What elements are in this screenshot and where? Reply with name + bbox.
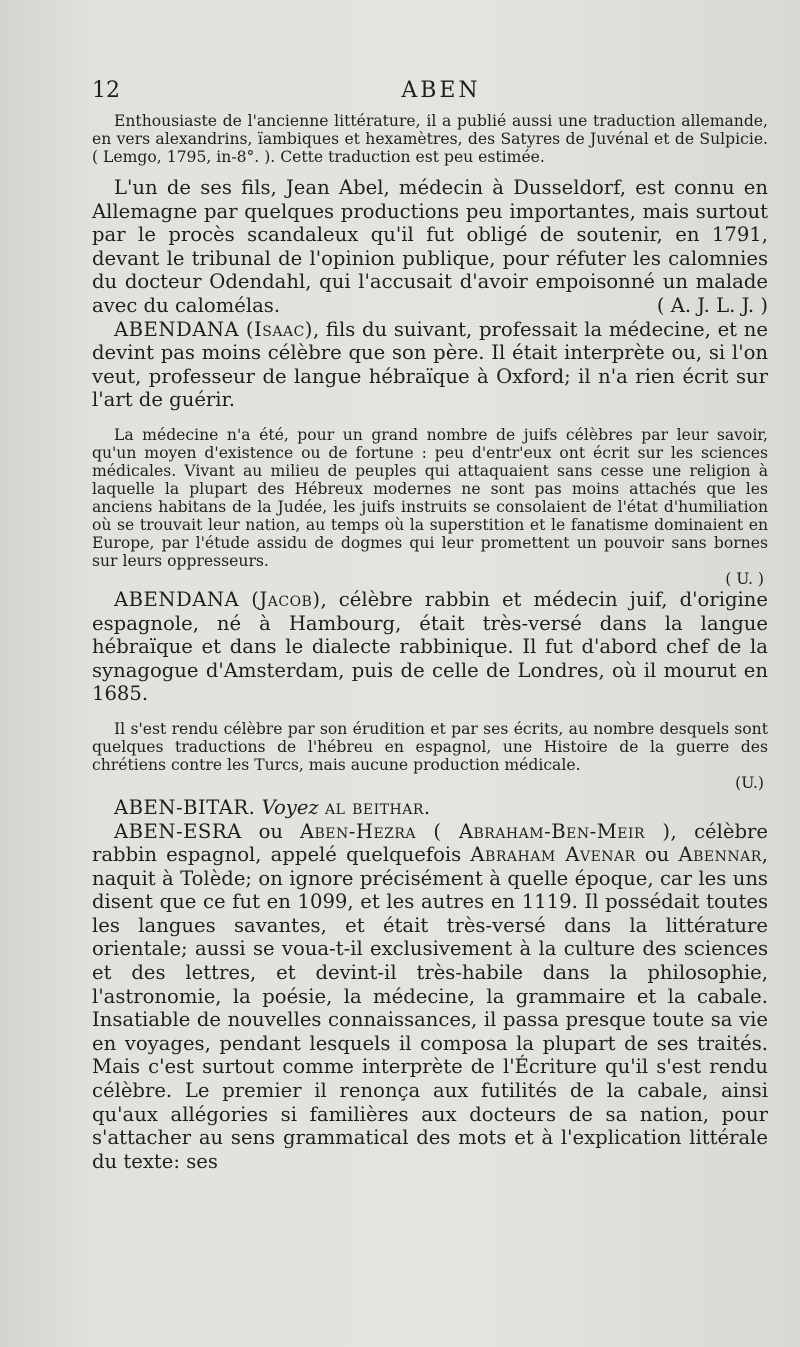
page-header	[92, 78, 770, 108]
entry-text: , naquit à Tolède; on ignore précisément à quelle époque, car les uns disent que ce fut en 1099, et les autres en 1119. Il possédait toutes les langues savantes, et était très-versé dans la littérature orientale; aussi se voua-t-il exclusivement à la culture des sciences et des lettres, et devint-il très-habile dans la philosophie, l'astronomie, la poésie, la médecine, la grammaire et la cabale. Insatiable de nouvelles connaissances, il passa presque toute sa vie en voyages, pendant lesquels il composa la plupart de ses traités. Mais c'est surtout comme interprète de l'Écriture qu'il s'est rendu célèbre. Le premier il renonça aux futilités de la cabale, ainsi qu'aux allégories si familières aux docteurs de sa nation, pour s'attacher au sens grammatical des mots et à l'explication littérale du texte: ses	[92, 843, 769, 1173]
entry-alt-names: Aben-Hezra ( Abraham-Ben-Meir ),	[299, 819, 678, 843]
author-signature: ( U. )	[725, 569, 764, 588]
entry-headword: ABENDANA	[114, 317, 240, 341]
running-head: ABEN	[401, 78, 481, 103]
entry-text: célèbre rabbin espagnol, appelé quelquefois	[92, 819, 769, 867]
paragraph-text: L'un de ses fils, Jean Abel, médecin à Dusseldorf, est connu en Allemagne par quelques productions peu importantes, mais surtout par le procès scandaleux qu'il fut obligé de soutenir, en 1791, devant le tribunal de l'opinion publique, pour réfuter les calomnies du docteur Odendahl, qui l'accusait d'avoir empoisonné un malade avec du calomélas.	[92, 176, 768, 317]
note-paragraph: Enthousiaste de l'ancienne littérature, il a publié aussi une traduction allemande, en vers alexandrins, ïambiques et hexamètres, des Satyres de Juvénal et de Sulpicie. ( Lemgo, 1795, in-8°. ). Cette traduction est peu estimée.	[92, 112, 768, 166]
body-paragraph	[92, 176, 768, 318]
entry-alias: Abennar	[678, 843, 762, 867]
entry-connector: ou	[241, 819, 300, 843]
entry-aben-bitar	[92, 796, 768, 820]
note-paragraph: La médecine n'a été, pour un grand nombre de juifs célèbres par leur savoir, qu'un moyen d'existence ou de fortune : peu d'entr'eux ont écrit sur les sciences médicales. Vivant au milieu de peuples qui attaquaient sans cesse une religion à laquelle la plupart des Hébreux modernes ne sont pas moins attachés que les anciens habitans de la Judée, les juifs instruits se consolaient de l'état d'humiliation où se trouvait leur nation, au temps où la superstition et le fanatisme dominaient en Europe, par l'étude assidu de dogmes qui leur promettent un pouvoir sans bornes sur leurs oppresseurs.	[92, 425, 768, 570]
entry-text: , célèbre rabbin et médecin juif, d'origine espagnole, né à Hambourg, était très-versé dans la langue hébraïque et dans le dialecte rabbinique. Il fut d'abord chef de la synagogue d'Amsterdam, puis de celle de Londres, où il mourut en 1685.	[92, 587, 768, 706]
page-number: 12	[92, 78, 120, 103]
entry-abendana-isaac	[92, 318, 768, 412]
entry-aben-esra	[92, 820, 768, 1174]
entry-text: , fils du suivant, professait la médecine, et ne devint pas moins célèbre que son père. Il était interprète ou, si l'on veut, professeur de langue hébraïque à Oxford; il n'a rien écrit sur l'art de guérir.	[92, 317, 768, 412]
page-body	[92, 112, 768, 1173]
entry-headword: ABEN-ESRA	[114, 819, 242, 843]
cross-reference-label: Voyez	[261, 795, 319, 819]
entry-headword: ABEN-BITAR.	[114, 795, 256, 819]
entry-connector: ou	[635, 843, 679, 867]
note-paragraph: Il s'est rendu célèbre par son érudition et par ses écrits, au nombre desquels sont quelques traductions de l'hébreu en espagnol, une Histoire de la guerre des chrétiens contre les Turcs, mais aucune production médicale.	[92, 719, 768, 774]
entry-alias: Abraham Avenar	[470, 843, 636, 867]
entry-headword: ABENDANA	[114, 587, 240, 611]
cross-reference-target: al beithar.	[325, 795, 431, 819]
entry-given-name: (Isaac)	[245, 317, 313, 341]
entry-abendana-jacob	[92, 588, 768, 706]
author-signature: (U.)	[735, 773, 764, 792]
entry-given-name: (Jacob)	[251, 587, 321, 611]
author-signature: ( A. J. L. J. )	[656, 293, 768, 317]
